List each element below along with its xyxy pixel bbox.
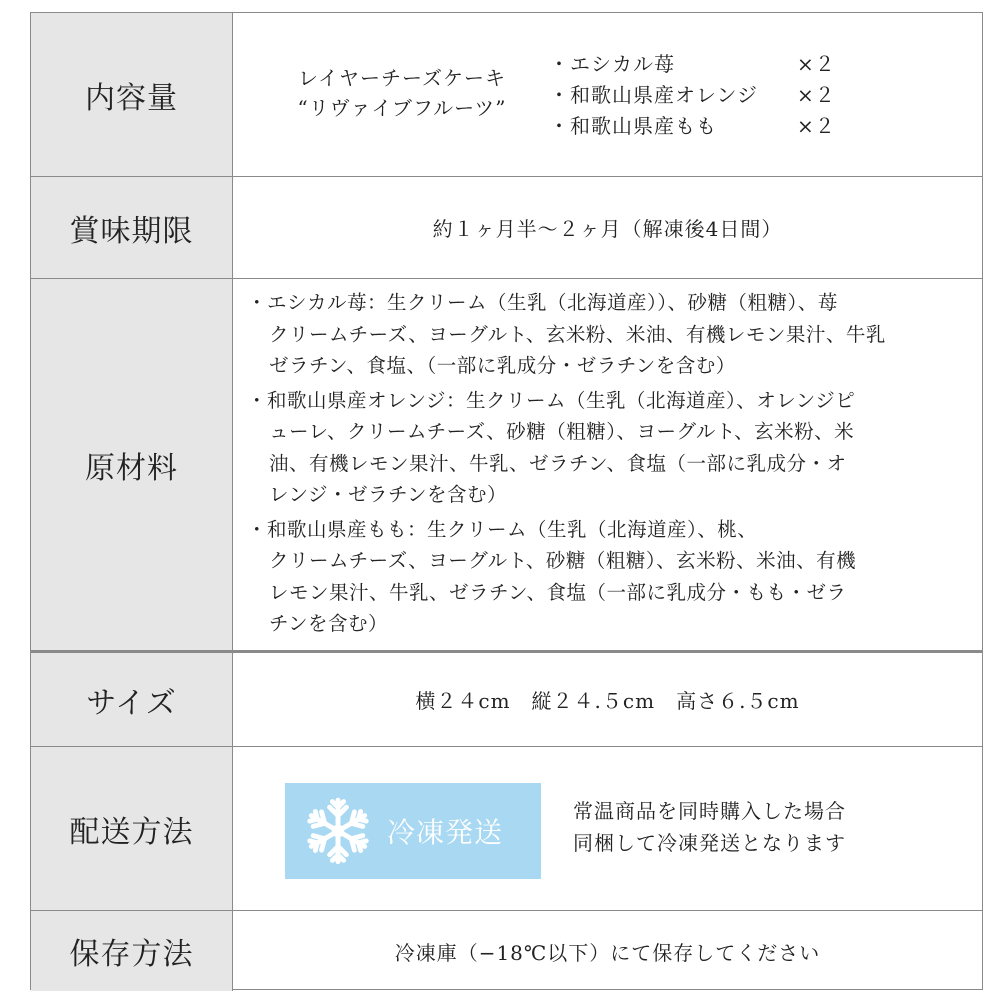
ingredients-row [31,279,982,651]
flavor-item [549,111,836,142]
shipping-label: 配送方法 [31,747,233,910]
flavor-list [549,49,836,142]
flavor-item [549,80,836,111]
product-name [287,63,517,123]
ingredient-line: クリームチーズ、ヨーグルト、玄米粉、米油、有機レモン果汁、牛乳 [269,322,886,346]
ingredient-line: ・エシカル苺：生クリーム（生乳（北海道産））、砂糖（粗糖）、苺 [247,291,838,314]
ingredient-line: チンを含む） [269,612,389,635]
ingredient-line: ューレ、クリームチーズ、砂糖（粗糖）、ヨーグルト、玄米粉、米 [269,420,855,443]
contents-row [31,13,982,177]
contents-label: 内容量 [31,13,233,176]
flavor-qty: ×２ [797,52,836,76]
flavor-item [549,49,836,80]
ingredient-line: ・和歌山県産もも：生クリーム（生乳（北海道産）、桃、 [247,517,758,541]
ingredient-line: クリームチーズ、ヨーグルト、砂糖（粗糖）、玄米粉、米油、有機 [269,549,857,572]
expiry-label: 賞味期限 [31,177,233,278]
snowflake-icon [303,796,373,866]
ingredient-item-strawberry [247,287,972,382]
product-name-line2: “リヴァイブフルーツ” [297,96,507,120]
ingredient-line: ゼラチン、食塩、（一部に乳成分・ゼラチンを含む） [269,354,736,377]
flavor-qty: ×２ [797,114,836,138]
size-value: 横２４cm 縦２４.５cm 高さ６.５cm [415,689,800,713]
shipping-note-line1: 常温商品を同時購入した場合 [573,799,846,823]
contents-cell [233,13,982,176]
product-name-line1: レイヤーチーズケーキ [298,66,506,90]
storage-label: 保存方法 [31,911,233,991]
flavor-qty: ×２ [797,83,836,107]
ingredients-list [247,287,972,643]
expiry-row [31,177,982,279]
shipping-cell [233,747,982,910]
shipping-note-line2: 同梱して冷凍発送となります [573,831,846,855]
shipping-note [573,795,846,859]
flavor-name: ・エシカル苺 [549,52,675,76]
ingredient-line: レンジ・ゼラチンを含む） [269,483,508,506]
ingredients-cell [233,279,982,650]
shipping-row [31,747,982,911]
expiry-value: 約１ヶ月半〜２ヶ月（解凍後4日間） [432,217,783,241]
product-info-table [30,12,983,990]
ingredient-line: ・和歌山県産オレンジ：生クリーム（生乳（北海道産）、オレンジピ [247,388,856,412]
ingredient-line: 油、有機レモン果汁、牛乳、ゼラチン、食塩（一部に乳成分・オ [269,451,847,475]
ingredient-line: レモン果汁、牛乳、ゼラチン、食塩（一部に乳成分・もも・ゼラ [269,580,847,604]
frozen-shipping-banner [285,783,541,879]
storage-row [31,911,982,991]
ingredients-label: 原材料 [31,279,233,650]
banner-text: 冷凍発送 [387,816,504,849]
flavor-name: ・和歌山県産もも [549,114,717,138]
ingredient-item-orange [247,385,972,511]
storage-value: 冷凍庫（−18℃以下）にて保存してください [394,940,821,965]
size-row [31,651,982,747]
flavor-name: ・和歌山県産オレンジ [549,83,758,107]
ingredient-item-peach [247,514,972,640]
size-label: サイズ [31,653,233,746]
